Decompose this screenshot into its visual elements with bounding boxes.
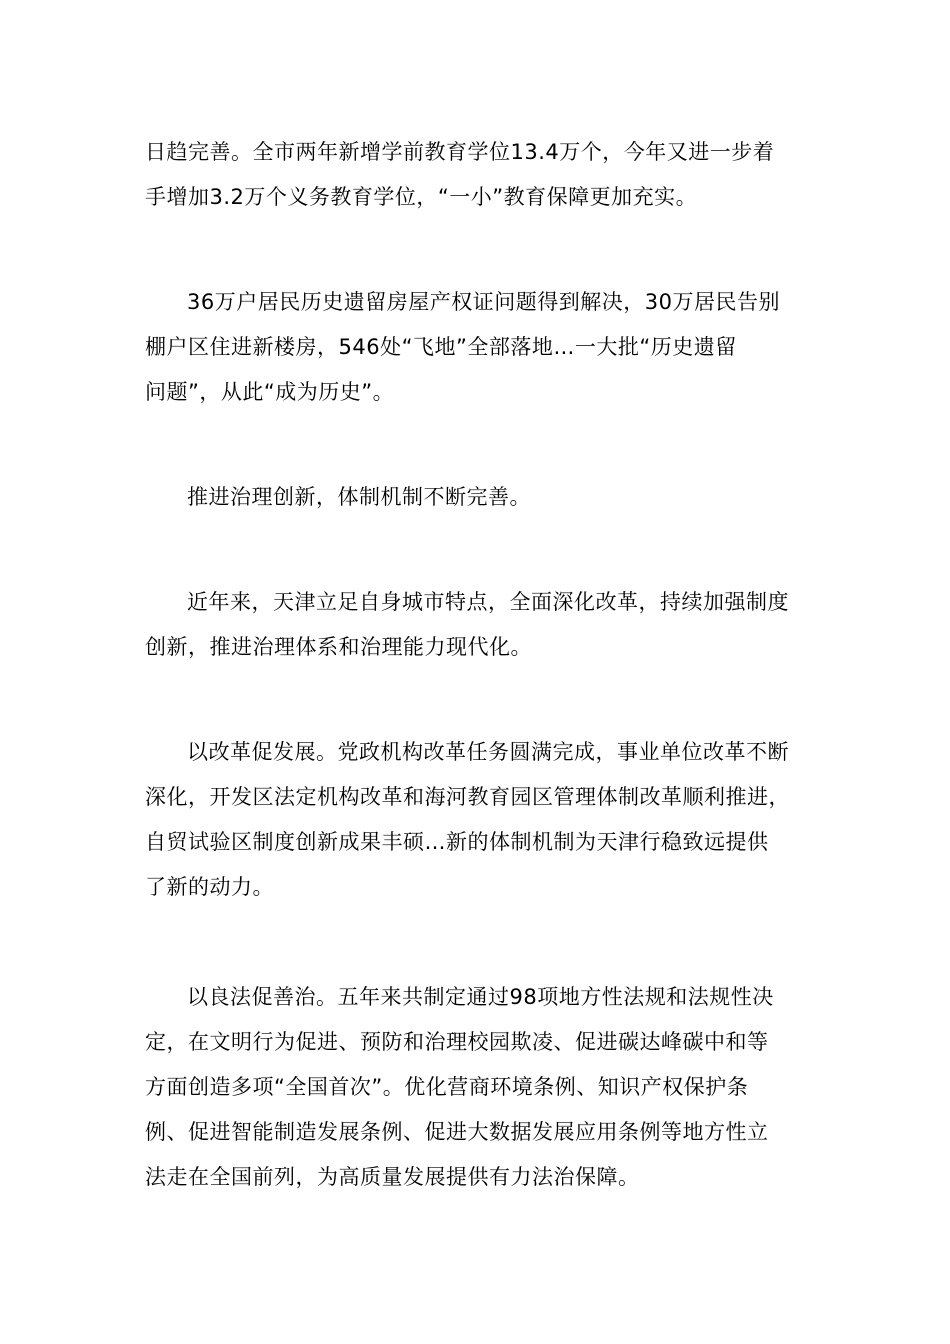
paragraph-line: 棚户区住进新楼房，546处“飞地”全部落地…一大批“历史遗留	[145, 335, 737, 359]
paragraph-line: 例、促进智能制造发展条例、促进大数据发展应用条例等地方性立	[145, 1120, 769, 1144]
paragraph-line: 36万户居民历史遗留房屋产权证问题得到解决，30万居民告别	[187, 290, 780, 314]
paragraph-line: 日趋完善。全市两年新增学前教育学位13.4万个，今年又进一步着	[145, 140, 775, 164]
paragraph-line: 以良法促善治。五年来共制定通过98项地方性法规和法规性决	[187, 985, 774, 1009]
paragraph-rule-of-law	[145, 975, 825, 1200]
paragraph-historical-issues	[145, 280, 825, 415]
paragraph-line: 自贸试验区制度创新成果丰硕…新的体制机制为天津行稳致远提供	[145, 830, 769, 854]
paragraph-line: 深化，开发区法定机构改革和海河教育园区管理体制改革顺利推进，	[145, 785, 790, 809]
paragraph-line: 创新，推进治理体系和治理能力现代化。	[145, 635, 532, 659]
paragraph-line: 法走在全国前列，为高质量发展提供有力法治保障。	[145, 1165, 640, 1189]
paragraph-reform-development	[145, 730, 825, 910]
paragraph-line: 近年来，天津立足自身城市特点，全面深化改革，持续加强制度	[187, 590, 789, 614]
paragraph-governance-heading	[145, 475, 825, 520]
paragraph-tianjin-reform	[145, 580, 825, 670]
paragraph-line: 推进治理创新，体制机制不断完善。	[187, 485, 531, 509]
paragraph-line: 定，在文明行为促进、预防和治理校园欺凌、促进碳达峰碳中和等	[145, 1030, 769, 1054]
paragraph-line: 手增加3.2万个义务教育学位，“一小”教育保障更加充实。	[145, 185, 698, 209]
paragraph-line: 方面创造多项“全国首次”。优化营商环境条例、知识产权保护条	[145, 1075, 749, 1099]
paragraph-line: 了新的动力。	[145, 875, 274, 899]
paragraph-preschool-education	[145, 130, 825, 220]
paragraph-line: 问题”，从此“成为历史”。	[145, 380, 395, 404]
paragraph-line: 以改革促发展。党政机构改革任务圆满完成，事业单位改革不断	[187, 740, 789, 764]
